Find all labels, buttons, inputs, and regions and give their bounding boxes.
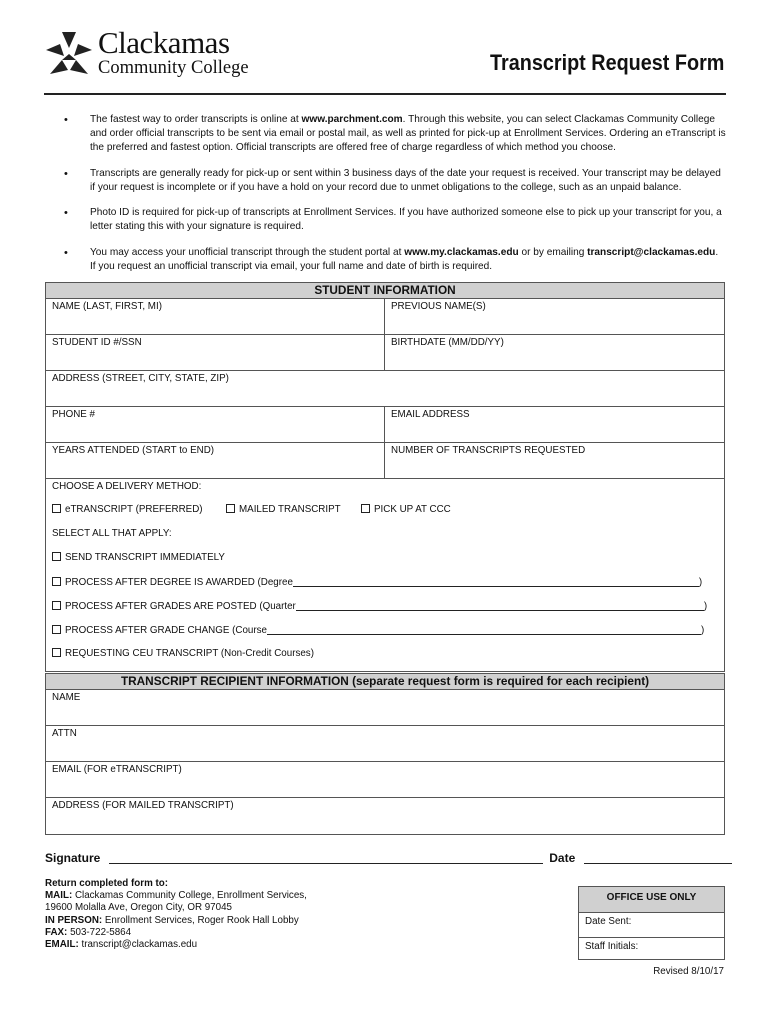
birthdate-field[interactable]: BIRTHDATE (MM/DD/YY) [391, 337, 504, 348]
student-information-section [45, 282, 725, 672]
recipient-email-field[interactable]: EMAIL (FOR eTRANSCRIPT) [52, 764, 182, 775]
return-heading: Return completed form to: [45, 878, 169, 889]
checkbox-icon[interactable] [52, 504, 61, 513]
instructions [60, 113, 726, 285]
course-input[interactable] [267, 624, 701, 635]
signature-label: Signature [45, 851, 101, 865]
form-title: Transcript Request Form [489, 50, 724, 75]
contact-email[interactable]: transcript@clackamas.edu [81, 939, 198, 951]
recipient-name-field[interactable]: NAME [52, 692, 81, 703]
send-immediately-option[interactable]: SEND TRANSCRIPT IMMEDIATELY [52, 552, 225, 563]
instruction-item: • The fastest way to order transcripts is online at www.parchment.com. Through this website, you can select Clackamas Community College and order official transcripts to be sent via email or postal mail, as well as printed for pick-up at Enrollment Services. Ordering an eTranscript is the preferred and fastest option. Official transcripts are offered free of charge regardless of which method you choose. [64, 114, 726, 153]
email-field[interactable]: EMAIL ADDRESS [391, 409, 470, 420]
portal-link[interactable]: www.my.clackamas.edu [404, 246, 519, 258]
address-field[interactable]: ADDRESS (STREET, CITY, STATE, ZIP) [52, 373, 229, 384]
college-logo-icon [44, 30, 94, 80]
in-person-location: Enrollment Services, Roger Rook Hall Lobby [104, 914, 299, 926]
ceu-option[interactable]: REQUESTING CEU TRANSCRIPT (Non-Credit Courses) [52, 648, 314, 659]
delivery-section [46, 479, 724, 671]
student-information-heading: STUDENT INFORMATION [46, 283, 724, 299]
signature-row [45, 849, 732, 867]
fax-number: 503-722-5864 [70, 926, 132, 938]
mailed-transcript-option[interactable]: MAILED TRANSCRIPT [226, 504, 341, 515]
revision-date: Revised 8/10/17 [653, 966, 724, 977]
recipient-attn-field[interactable]: ATTN [52, 728, 77, 739]
parchment-link[interactable]: www.parchment.com [301, 114, 403, 125]
date-input[interactable] [584, 850, 732, 864]
after-grades-option[interactable]: PROCESS AFTER GRADES ARE POSTED (Quarter ) [52, 600, 716, 612]
years-attended-field[interactable]: YEARS ATTENDED (START to END) [46, 443, 385, 478]
delivery-method-label: CHOOSE A DELIVERY METHOD: [52, 481, 202, 492]
quarter-input[interactable] [296, 600, 704, 611]
degree-input[interactable] [293, 576, 699, 587]
checkbox-icon[interactable] [52, 552, 61, 561]
after-degree-option[interactable]: PROCESS AFTER DEGREE IS AWARDED (Degree ) [52, 576, 716, 588]
pickup-option[interactable]: PICK UP AT CCC [361, 504, 451, 515]
mail-address: Clackamas Community College, Enrollment Services, [74, 890, 307, 902]
name-field[interactable]: NAME (LAST, FIRST, MI) [46, 299, 385, 334]
number-of-transcripts-field[interactable]: NUMBER OF TRANSCRIPTS REQUESTED [391, 445, 586, 456]
signature-input[interactable] [109, 850, 543, 864]
mail-address-line2: 19600 Molalla Ave, Oregon City, OR 97045 [45, 902, 232, 914]
logo-name: Clackamas [98, 25, 230, 60]
header-divider [44, 93, 726, 95]
office-use-heading: OFFICE USE ONLY [579, 887, 724, 913]
date-label: Date [549, 851, 576, 865]
checkbox-icon[interactable] [52, 601, 61, 610]
etranscript-option[interactable]: eTRANSCRIPT (PREFERRED) [52, 504, 203, 515]
office-use-box [578, 886, 725, 960]
instruction-item: • Photo ID is required for pick-up of transcripts at Enrollment Services. If you have authorized someone else to pick up your transcript for you, a letter stating this with your signature is required. [64, 207, 722, 232]
recipient-information-heading: TRANSCRIPT RECIPIENT INFORMATION (separate request form is required for each recipient) [46, 674, 724, 690]
recipient-information-section [45, 673, 725, 835]
instruction-item: • You may access your unofficial transcript through the student portal at www.my.clackamas.edu or by emailing transcript@clackamas.edu. If you request an unofficial transcript via email, your full name and date of birth is required. [64, 246, 719, 272]
checkbox-icon[interactable] [52, 648, 61, 657]
bullet-icon: • [64, 114, 68, 126]
recipient-address-field[interactable]: ADDRESS (FOR MAILED TRANSCRIPT) [52, 800, 234, 811]
date-sent-field: Date Sent: [585, 916, 632, 927]
checkbox-icon[interactable] [52, 577, 61, 586]
student-id-field[interactable]: STUDENT ID #/SSN [46, 335, 385, 370]
select-all-label: SELECT ALL THAT APPLY: [52, 528, 172, 539]
checkbox-icon[interactable] [361, 504, 370, 513]
bullet-icon: • [64, 246, 68, 259]
previous-names-field[interactable]: PREVIOUS NAME(S) [391, 301, 486, 312]
checkbox-icon[interactable] [52, 625, 61, 634]
logo-subtitle: Community College [98, 58, 249, 78]
instruction-item: • Transcripts are generally ready for pick-up or sent within 3 business days of the date your request is received. Your transcript may be delayed if your request is incomplete or if you have a hold on your record due to unmet obligations to the college, such as an unpaid balance. [64, 167, 721, 193]
bullet-icon: • [64, 167, 68, 180]
checkbox-icon[interactable] [226, 504, 235, 513]
staff-initials-field: Staff Initials: [579, 937, 724, 961]
bullet-icon: • [64, 207, 68, 219]
return-instructions: Return completed form to: MAIL: Clackamas Community College, Enrollment Services, 19600 Molalla Ave, Oregon City, OR 97045 IN PERSON: Enrollment Services, Roger Rook Hall Lobby FAX: 503-722-5864 EMAIL: transcript@clackamas.edu [45, 878, 307, 951]
after-grade-change-option[interactable]: PROCESS AFTER GRADE CHANGE (Course ) [52, 624, 716, 636]
transcript-email-link[interactable]: transcript@clackamas.edu [587, 246, 716, 258]
phone-field[interactable]: PHONE # [46, 407, 385, 442]
